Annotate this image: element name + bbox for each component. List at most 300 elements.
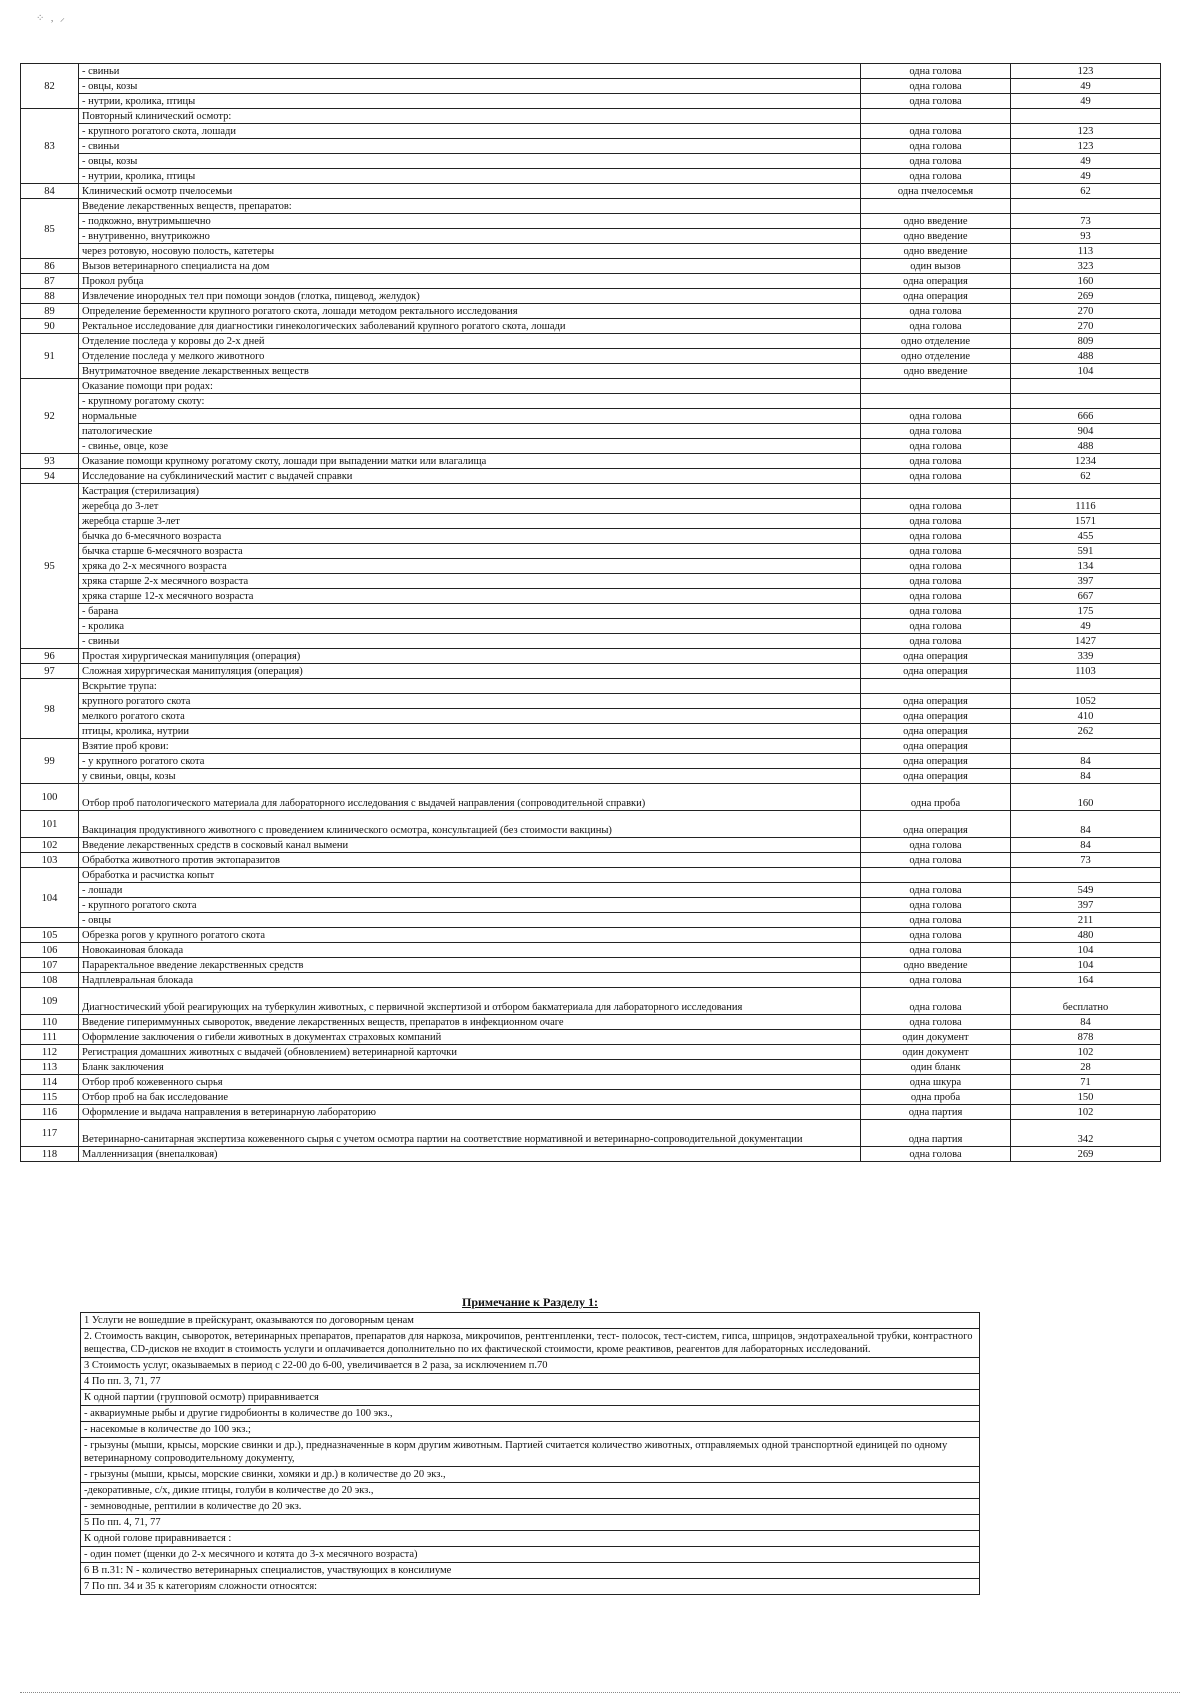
note-text: 2. Стоимость вакцин, сывороток, ветеринарных препаратов, препаратов для наркоза, микрочипов, рентгенпленки, тест- полосок, тест-систем, гипса, шприцов, эндотрахеальной трубки, контрастного вещества, CD-дисков не входит в стоимость услуги и оплачивается дополнительно по их фактической стоимости, кроме реактивов, реагентов для лабораторных исследований.	[81, 1329, 980, 1358]
note-row	[81, 1422, 980, 1438]
price-value: 175	[1011, 604, 1161, 619]
service-description: Малленнизация (внепалковая)	[79, 1147, 861, 1162]
table-row	[21, 739, 1161, 754]
row-number: 94	[21, 469, 79, 484]
service-description: Вскрытие трупа:	[79, 679, 861, 694]
price-value: 455	[1011, 529, 1161, 544]
unit-of-measure: одна голова	[861, 304, 1011, 319]
unit-of-measure: одна голова	[861, 943, 1011, 958]
service-description: Клинический осмотр пчелосемьи	[79, 184, 861, 199]
row-number: 92	[21, 379, 79, 454]
price-value: 102	[1011, 1105, 1161, 1120]
note-text: 5 По пп. 4, 71, 77	[81, 1515, 980, 1531]
unit-of-measure: одно введение	[861, 364, 1011, 379]
table-row	[21, 973, 1161, 988]
note-text: - один помет (щенки до 2-х месячного и котята до 3-х месячного возраста)	[81, 1547, 980, 1563]
note-row	[81, 1329, 980, 1358]
table-row	[21, 619, 1161, 634]
service-description: Оказание помощи при родах:	[79, 379, 861, 394]
price-value: 1052	[1011, 694, 1161, 709]
service-description: Обработка и расчистка копыт	[79, 868, 861, 883]
service-description: Надплевральная блокада	[79, 973, 861, 988]
unit-of-measure	[861, 109, 1011, 124]
table-row	[21, 559, 1161, 574]
price-value: 73	[1011, 853, 1161, 868]
row-number: 113	[21, 1060, 79, 1075]
price-table	[20, 63, 1161, 1162]
table-row	[21, 958, 1161, 973]
note-text: 1 Услуги не вошедшие в прейскурант, оказываются по договорным ценам	[81, 1313, 980, 1329]
price-value: 134	[1011, 559, 1161, 574]
service-description: Отделение последа у мелкого животного	[79, 349, 861, 364]
unit-of-measure: одна голова	[861, 139, 1011, 154]
row-number: 84	[21, 184, 79, 199]
table-row	[21, 514, 1161, 529]
service-description: мелкого рогатого скота	[79, 709, 861, 724]
note-row	[81, 1531, 980, 1547]
price-value: 667	[1011, 589, 1161, 604]
table-row	[21, 109, 1161, 124]
service-description: жеребца старше 3-лет	[79, 514, 861, 529]
service-description: Сложная хирургическая манипуляция (операция)	[79, 664, 861, 679]
unit-of-measure: одна операция	[861, 754, 1011, 769]
unit-of-measure: одна голова	[861, 439, 1011, 454]
note-row	[81, 1515, 980, 1531]
table-row	[21, 124, 1161, 139]
row-number: 82	[21, 64, 79, 109]
price-value: 84	[1011, 769, 1161, 784]
row-number: 111	[21, 1030, 79, 1045]
price-value: 84	[1011, 1015, 1161, 1030]
service-description: патологические	[79, 424, 861, 439]
price-value: 339	[1011, 649, 1161, 664]
table-row	[21, 928, 1161, 943]
table-row	[21, 364, 1161, 379]
unit-of-measure: одна голова	[861, 589, 1011, 604]
row-number: 107	[21, 958, 79, 973]
service-description: Бланк заключения	[79, 1060, 861, 1075]
service-description: - крупному рогатому скоту:	[79, 394, 861, 409]
note-text: - насекомые в количестве до 100 экз.;	[81, 1422, 980, 1438]
unit-of-measure: одно введение	[861, 229, 1011, 244]
price-value: 84	[1011, 838, 1161, 853]
table-row	[21, 754, 1161, 769]
row-number: 89	[21, 304, 79, 319]
price-value	[1011, 394, 1161, 409]
service-description: жеребца до 3-лет	[79, 499, 861, 514]
table-row	[21, 709, 1161, 724]
row-number: 117	[21, 1120, 79, 1147]
price-table-body	[21, 64, 1161, 1162]
price-value: 123	[1011, 64, 1161, 79]
unit-of-measure: одна голова	[861, 913, 1011, 928]
bottom-rule	[20, 1692, 1180, 1693]
table-row	[21, 379, 1161, 394]
service-description: - внутривенно, внутрикожно	[79, 229, 861, 244]
unit-of-measure: одна голова	[861, 883, 1011, 898]
note-text: К одной партии (групповой осмотр) приравнивается	[81, 1390, 980, 1406]
note-text: 3 Стоимость услуг, оказываемых в период с 22-00 до 6-00, увеличивается в 2 раза, за исключением п.70	[81, 1358, 980, 1374]
table-row	[21, 79, 1161, 94]
price-value: 1103	[1011, 664, 1161, 679]
unit-of-measure: одна голова	[861, 499, 1011, 514]
unit-of-measure: одно введение	[861, 244, 1011, 259]
table-row	[21, 1147, 1161, 1162]
unit-of-measure: одно отделение	[861, 334, 1011, 349]
table-row	[21, 199, 1161, 214]
service-description: Отбор проб кожевенного сырья	[79, 1075, 861, 1090]
price-value: 809	[1011, 334, 1161, 349]
service-description: - подкожно, внутримышечно	[79, 214, 861, 229]
service-description: Введение лекарственных средств в сосковый канал вымени	[79, 838, 861, 853]
table-row	[21, 883, 1161, 898]
price-value: 104	[1011, 943, 1161, 958]
unit-of-measure: одна проба	[861, 784, 1011, 811]
unit-of-measure: одна партия	[861, 1120, 1011, 1147]
price-value: 49	[1011, 79, 1161, 94]
table-row	[21, 589, 1161, 604]
service-description: Отбор проб на бак исследование	[79, 1090, 861, 1105]
service-description: Вызов ветеринарного специалиста на дом	[79, 259, 861, 274]
table-row	[21, 304, 1161, 319]
row-number: 93	[21, 454, 79, 469]
row-number: 99	[21, 739, 79, 784]
unit-of-measure: одна голова	[861, 619, 1011, 634]
service-description: хряка до 2-х месячного возраста	[79, 559, 861, 574]
service-description: - нутрии, кролика, птицы	[79, 94, 861, 109]
unit-of-measure: одна операция	[861, 709, 1011, 724]
price-value: 160	[1011, 274, 1161, 289]
row-number: 116	[21, 1105, 79, 1120]
note-text: - грызуны (мыши, крысы, морские свинки, хомяки и др.) в количестве до 20 экз.,	[81, 1467, 980, 1483]
notes-table-body	[81, 1313, 980, 1595]
unit-of-measure: одна голова	[861, 529, 1011, 544]
price-value	[1011, 109, 1161, 124]
price-value: 269	[1011, 1147, 1161, 1162]
service-description: Регистрация домашних животных с выдачей (обновлением) ветеринарной карточки	[79, 1045, 861, 1060]
table-row	[21, 229, 1161, 244]
price-value: бесплатно	[1011, 988, 1161, 1015]
note-text: 7 По пп. 34 и 35 к категориям сложности относятся:	[81, 1579, 980, 1595]
table-row	[21, 394, 1161, 409]
service-description: - свиньи	[79, 634, 861, 649]
row-number: 118	[21, 1147, 79, 1162]
note-text: 4 По пп. 3, 71, 77	[81, 1374, 980, 1390]
unit-of-measure: одна пчелосемья	[861, 184, 1011, 199]
unit-of-measure: одна проба	[861, 1090, 1011, 1105]
table-row	[21, 649, 1161, 664]
table-row	[21, 784, 1161, 811]
service-description: Обработка животного против эктопаразитов	[79, 853, 861, 868]
unit-of-measure: одна голова	[861, 1015, 1011, 1030]
row-number: 104	[21, 868, 79, 928]
table-row	[21, 1060, 1161, 1075]
unit-of-measure: одна голова	[861, 79, 1011, 94]
unit-of-measure: одна голова	[861, 64, 1011, 79]
service-description: Простая хирургическая манипуляция (операция)	[79, 649, 861, 664]
service-description: Введение лекарственных веществ, препаратов:	[79, 199, 861, 214]
service-description: - нутрии, кролика, птицы	[79, 169, 861, 184]
service-description: - крупного рогатого скота, лошади	[79, 124, 861, 139]
note-row	[81, 1406, 980, 1422]
row-number: 98	[21, 679, 79, 739]
price-value: 270	[1011, 319, 1161, 334]
note-row	[81, 1563, 980, 1579]
row-number: 97	[21, 664, 79, 679]
service-description: - овцы, козы	[79, 154, 861, 169]
service-description: Вакцинация продуктивного животного с проведением клинического осмотра, консультацией (без стоимости вакцины)	[79, 811, 861, 838]
table-row	[21, 424, 1161, 439]
price-value: 62	[1011, 184, 1161, 199]
service-description: бычка старше 6-месячного возраста	[79, 544, 861, 559]
service-description: Оформление заключения о гибели животных в документах страховых компаний	[79, 1030, 861, 1045]
unit-of-measure: одна голова	[861, 973, 1011, 988]
table-row	[21, 439, 1161, 454]
price-value: 113	[1011, 244, 1161, 259]
price-value: 73	[1011, 214, 1161, 229]
price-value: 160	[1011, 784, 1161, 811]
note-row	[81, 1438, 980, 1467]
note-text: К одной голове приравнивается :	[81, 1531, 980, 1547]
unit-of-measure: одна голова	[861, 604, 1011, 619]
price-value: 62	[1011, 469, 1161, 484]
price-value	[1011, 739, 1161, 754]
table-row	[21, 988, 1161, 1015]
price-value: 549	[1011, 883, 1161, 898]
note-row	[81, 1499, 980, 1515]
service-description: Прокол рубца	[79, 274, 861, 289]
row-number: 110	[21, 1015, 79, 1030]
note-row	[81, 1374, 980, 1390]
table-row	[21, 694, 1161, 709]
service-description: Извлечение инородных тел при помощи зондов (глотка, пищевод, желудок)	[79, 289, 861, 304]
price-value: 1234	[1011, 454, 1161, 469]
unit-of-measure: одна голова	[861, 838, 1011, 853]
unit-of-measure: одна операция	[861, 769, 1011, 784]
price-value	[1011, 379, 1161, 394]
unit-of-measure: одна операция	[861, 724, 1011, 739]
price-value: 342	[1011, 1120, 1161, 1147]
service-description: нормальные	[79, 409, 861, 424]
service-description: Ветеринарно-санитарная экспертиза кожевенного сырья с учетом осмотра партии на соответствие нормативной и ветеринарно-сопроводительной документации	[79, 1120, 861, 1147]
price-value: 93	[1011, 229, 1161, 244]
row-number: 105	[21, 928, 79, 943]
note-text: - земноводные, рептилии в количестве до 20 экз.	[81, 1499, 980, 1515]
note-row	[81, 1390, 980, 1406]
unit-of-measure: одна операция	[861, 274, 1011, 289]
service-description: Определение беременности крупного рогатого скота, лошади методом ректального исследования	[79, 304, 861, 319]
table-row	[21, 634, 1161, 649]
table-row	[21, 604, 1161, 619]
unit-of-measure: одна голова	[861, 424, 1011, 439]
row-number: 91	[21, 334, 79, 379]
service-description: - кролика	[79, 619, 861, 634]
unit-of-measure: одна голова	[861, 544, 1011, 559]
table-row	[21, 679, 1161, 694]
service-description: Параректальное введение лекарственных средств	[79, 958, 861, 973]
unit-of-measure: одна голова	[861, 454, 1011, 469]
price-value: 591	[1011, 544, 1161, 559]
table-row	[21, 409, 1161, 424]
service-description: птицы, кролика, нутрии	[79, 724, 861, 739]
note-row	[81, 1483, 980, 1499]
unit-of-measure: одна голова	[861, 124, 1011, 139]
table-row	[21, 664, 1161, 679]
table-row	[21, 484, 1161, 499]
table-row	[21, 334, 1161, 349]
table-row	[21, 838, 1161, 853]
note-row	[81, 1547, 980, 1563]
row-number: 108	[21, 973, 79, 988]
row-number: 86	[21, 259, 79, 274]
service-description: хряка старше 12-х месячного возраста	[79, 589, 861, 604]
price-value: 211	[1011, 913, 1161, 928]
service-description: Новокаиновая блокада	[79, 943, 861, 958]
service-description: - у крупного рогатого скота	[79, 754, 861, 769]
service-description: - овцы	[79, 913, 861, 928]
price-value: 1571	[1011, 514, 1161, 529]
unit-of-measure: одна операция	[861, 739, 1011, 754]
note-row	[81, 1358, 980, 1374]
note-text: - аквариумные рыбы и другие гидробионты в количестве до 100 экз.,	[81, 1406, 980, 1422]
price-value: 49	[1011, 169, 1161, 184]
price-value	[1011, 868, 1161, 883]
unit-of-measure: одна операция	[861, 289, 1011, 304]
price-value: 1116	[1011, 499, 1161, 514]
note-row	[81, 1579, 980, 1595]
unit-of-measure: один документ	[861, 1045, 1011, 1060]
service-description: Диагностический убой реагирующих на туберкулин животных, с первичной экспертизой и отбором бакматериала для лабораторного исследования	[79, 988, 861, 1015]
unit-of-measure: одна голова	[861, 319, 1011, 334]
unit-of-measure: один вызов	[861, 259, 1011, 274]
unit-of-measure: один бланк	[861, 1060, 1011, 1075]
price-value: 49	[1011, 619, 1161, 634]
unit-of-measure: одна операция	[861, 664, 1011, 679]
price-value: 150	[1011, 1090, 1161, 1105]
note-row	[81, 1313, 980, 1329]
service-description: хряка старше 2-х месячного возраста	[79, 574, 861, 589]
service-description: у свиньи, овцы, козы	[79, 769, 861, 784]
table-row	[21, 1090, 1161, 1105]
unit-of-measure: один документ	[861, 1030, 1011, 1045]
price-value: 84	[1011, 754, 1161, 769]
row-number: 85	[21, 199, 79, 259]
table-row	[21, 1105, 1161, 1120]
table-row	[21, 853, 1161, 868]
price-value: 123	[1011, 124, 1161, 139]
table-row	[21, 544, 1161, 559]
price-value: 262	[1011, 724, 1161, 739]
unit-of-measure: одна голова	[861, 154, 1011, 169]
table-row	[21, 529, 1161, 544]
unit-of-measure: одна голова	[861, 409, 1011, 424]
unit-of-measure: одна голова	[861, 469, 1011, 484]
price-value: 269	[1011, 289, 1161, 304]
service-description: - лошади	[79, 883, 861, 898]
row-number: 87	[21, 274, 79, 289]
unit-of-measure: одна голова	[861, 853, 1011, 868]
table-row	[21, 1030, 1161, 1045]
price-value: 323	[1011, 259, 1161, 274]
table-row	[21, 898, 1161, 913]
price-value: 488	[1011, 439, 1161, 454]
table-row	[21, 1015, 1161, 1030]
service-description: Кастрация (стерилизация)	[79, 484, 861, 499]
price-value: 488	[1011, 349, 1161, 364]
table-row	[21, 259, 1161, 274]
unit-of-measure: одна голова	[861, 988, 1011, 1015]
price-value: 270	[1011, 304, 1161, 319]
table-row	[21, 469, 1161, 484]
service-description: крупного рогатого скота	[79, 694, 861, 709]
service-description: Ректальное исследование для диагностики гинекологических заболеваний крупного рогатого скота, лошади	[79, 319, 861, 334]
price-value: 28	[1011, 1060, 1161, 1075]
service-description: Оказание помощи крупному рогатому скоту, лошади при выпадении матки или влагалища	[79, 454, 861, 469]
price-value	[1011, 484, 1161, 499]
row-number: 102	[21, 838, 79, 853]
service-description: Введение гипериммунных сывороток, введение лекарственных веществ, препаратов в инфекционном очаге	[79, 1015, 861, 1030]
service-description: - барана	[79, 604, 861, 619]
service-description: Повторный клинический осмотр:	[79, 109, 861, 124]
note-text: - грызуны (мыши, крысы, морские свинки и др.), предназначенные в корм другим животным. Партией считается количество животных, отправляемых одной транспортной единицей по одному ветеринарному сопроводительному документу,	[81, 1438, 980, 1467]
price-value: 397	[1011, 574, 1161, 589]
table-row	[21, 454, 1161, 469]
note-text: -декоративные, с/х, дикие птицы, голуби в количестве до 20 экз.,	[81, 1483, 980, 1499]
row-number: 90	[21, 319, 79, 334]
table-row	[21, 289, 1161, 304]
note-text: 6 В п.31: N - количество ветеринарных специалистов, участвующих в консилиуме	[81, 1563, 980, 1579]
service-description: Исследование на субклинический мастит с выдачей справки	[79, 469, 861, 484]
price-value: 84	[1011, 811, 1161, 838]
table-row	[21, 64, 1161, 79]
unit-of-measure	[861, 199, 1011, 214]
table-row	[21, 943, 1161, 958]
table-row	[21, 349, 1161, 364]
unit-of-measure: одно введение	[861, 958, 1011, 973]
table-row	[21, 1045, 1161, 1060]
service-description: через ротовую, носовую полость, катетеры	[79, 244, 861, 259]
row-number: 103	[21, 853, 79, 868]
row-number: 112	[21, 1045, 79, 1060]
unit-of-measure: одна операция	[861, 811, 1011, 838]
notes-table	[80, 1312, 980, 1595]
table-row	[21, 913, 1161, 928]
unit-of-measure	[861, 679, 1011, 694]
price-value: 397	[1011, 898, 1161, 913]
price-value: 102	[1011, 1045, 1161, 1060]
unit-of-measure: одна голова	[861, 1147, 1011, 1162]
unit-of-measure: одна голова	[861, 514, 1011, 529]
table-row	[21, 1120, 1161, 1147]
service-description: Взятие проб крови:	[79, 739, 861, 754]
service-description: Отбор проб патологического материала для лабораторного исследования с выдачей направления (сопроводительной справки)	[79, 784, 861, 811]
unit-of-measure: одна партия	[861, 1105, 1011, 1120]
unit-of-measure	[861, 394, 1011, 409]
table-row	[21, 868, 1161, 883]
price-value: 71	[1011, 1075, 1161, 1090]
table-row	[21, 499, 1161, 514]
table-row	[21, 94, 1161, 109]
service-description: - свиньи	[79, 64, 861, 79]
row-number: 109	[21, 988, 79, 1015]
price-value: 104	[1011, 958, 1161, 973]
table-row	[21, 154, 1161, 169]
price-value: 666	[1011, 409, 1161, 424]
price-value: 49	[1011, 154, 1161, 169]
row-number: 83	[21, 109, 79, 184]
service-description: Обрезка рогов у крупного рогатого скота	[79, 928, 861, 943]
table-row	[21, 811, 1161, 838]
